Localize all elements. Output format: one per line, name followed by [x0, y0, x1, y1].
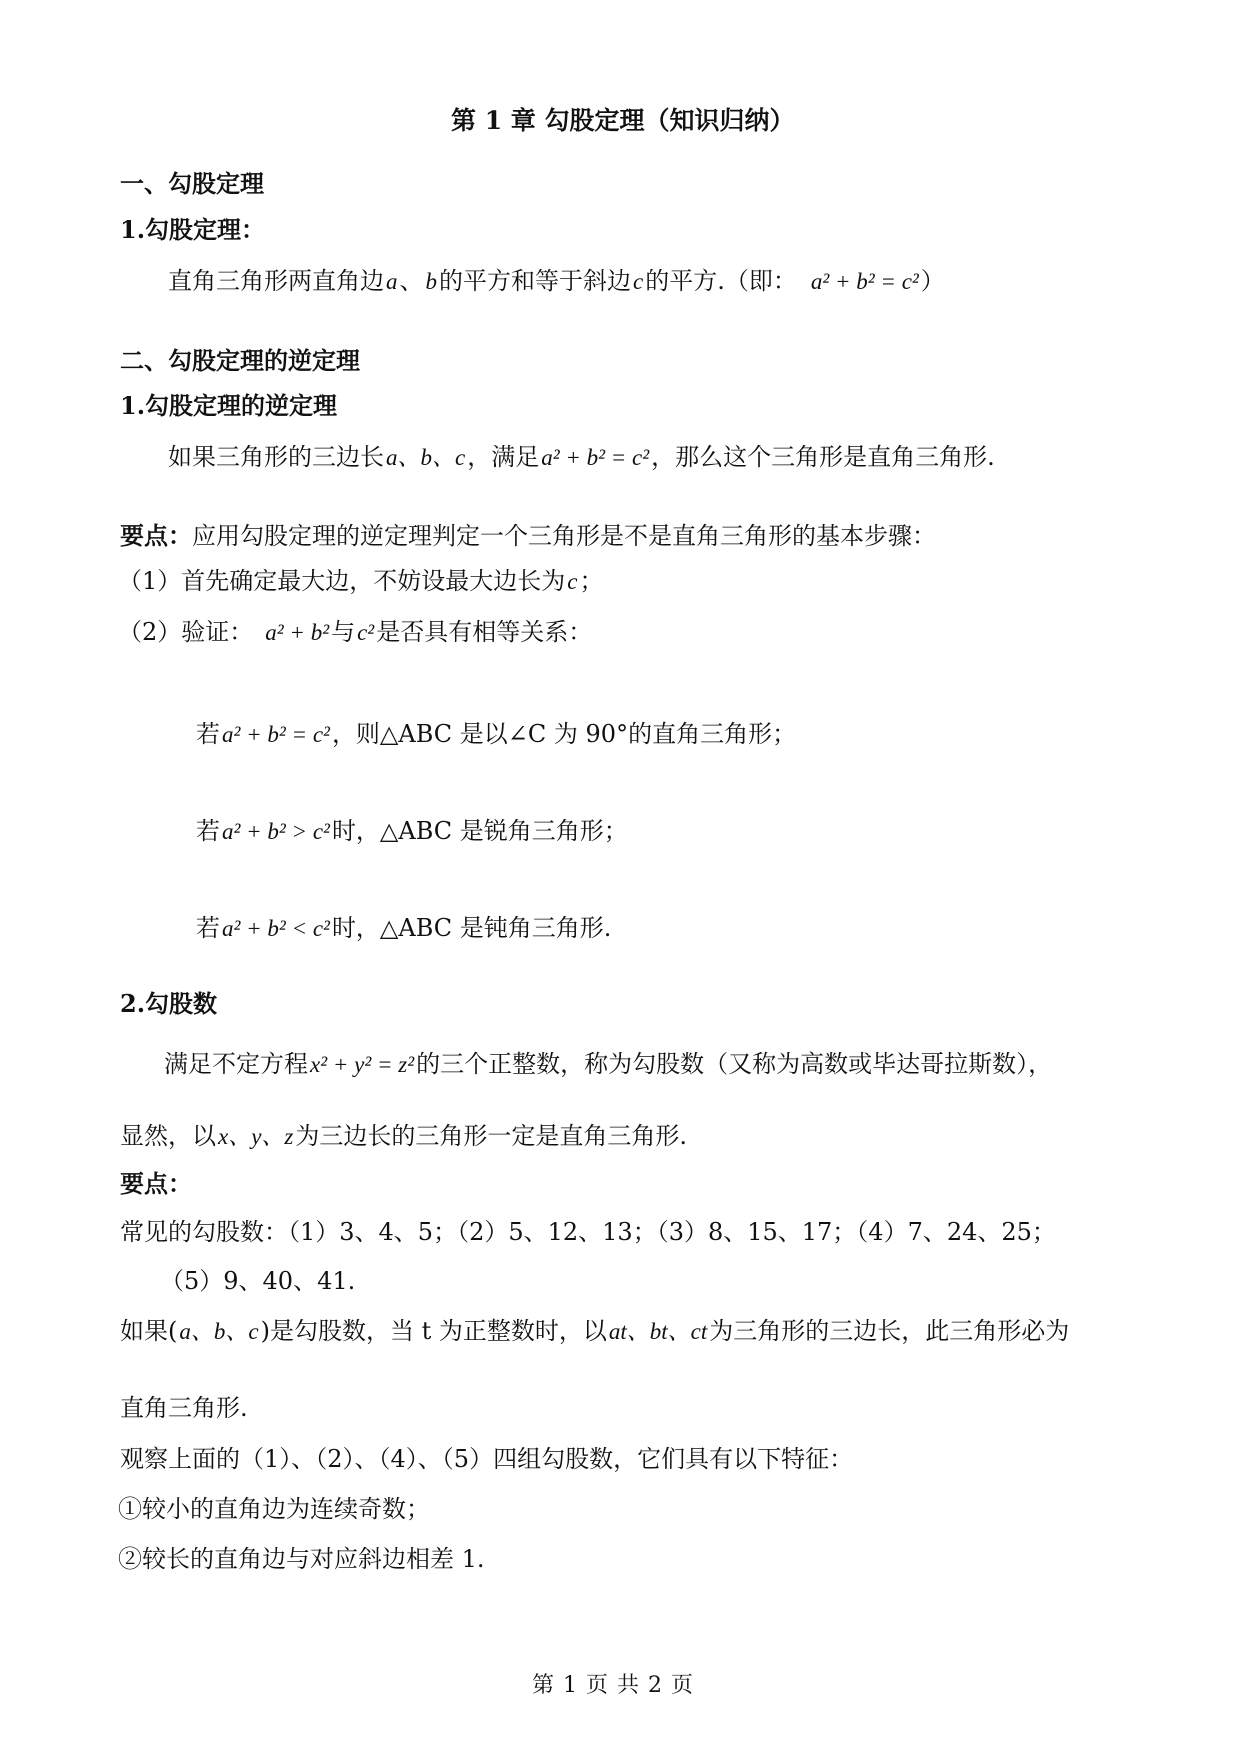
theorem-text-a: 直角三角形两直角边 — [168, 267, 384, 295]
definition-formula: x² + y² = z² — [310, 1052, 415, 1077]
step-2 — [118, 616, 592, 649]
step-2-with: 与 — [331, 618, 356, 646]
theorem-formula: a² + b² = c² — [810, 269, 919, 294]
converse-vars: a、b、c — [386, 445, 466, 470]
case-2-text: 时，△ABC 是锐角三角形； — [331, 817, 628, 845]
case-1-formula: a² + b² = c² — [222, 722, 330, 747]
key-point-2-label: 要点： — [120, 1169, 192, 1198]
step-1 — [118, 565, 604, 598]
feature-2: ②较长的直角边与对应斜边相差 1. — [118, 1545, 485, 1573]
theorem-text-b: 的平方和等于斜边 — [439, 267, 631, 295]
case-3-text: 时，△ABC 是钝角三角形. — [331, 914, 612, 942]
var-b: b — [425, 269, 437, 294]
feature-1: ①较小的直角边为连续奇数； — [118, 1495, 430, 1523]
section-2-sub-2: 2.勾股数 — [120, 989, 218, 1018]
step-1-var: c — [567, 569, 578, 594]
definition-consequence — [120, 1120, 687, 1153]
converse-text-a: 如果三角形的三边长 — [168, 443, 384, 471]
converse-text-c: ，那么这个三角形是直角三角形. — [651, 443, 995, 471]
case-right-triangle — [196, 718, 796, 751]
common-triples-continued: （5）9、40、41. — [160, 1267, 356, 1295]
rule-text-b: )是勾股数，当 t 为正整数时，以 — [260, 1317, 607, 1345]
converse-statement — [168, 441, 995, 474]
case-3-if: 若 — [196, 914, 220, 942]
var-a: a — [386, 269, 398, 294]
step-2-text: （2）验证： — [118, 618, 254, 646]
step-2-end: 是否具有相等关系： — [376, 618, 593, 646]
theorem-text-c: 的平方.（即： — [645, 267, 797, 295]
key-point-1 — [120, 520, 936, 552]
scaled-triple-rule — [120, 1315, 1069, 1348]
key-point-text: 应用勾股定理的逆定理判定一个三角形是不是直角三角形的基本步骤： — [192, 522, 936, 550]
consequence-vars: x、y、z — [218, 1124, 294, 1149]
case-2-if: 若 — [196, 817, 220, 845]
step-1-text: （1）首先确定最大边，不妨设最大边长为 — [118, 567, 566, 595]
page-title: 第 1 章 勾股定理（知识归纳） — [451, 106, 795, 135]
rule-text-c: 为三角形的三边长，此三角形必为 — [709, 1317, 1070, 1345]
page-footer: 第 1 页 共 2 页 — [532, 1673, 694, 1698]
rule-vars: a、b、c — [179, 1319, 259, 1344]
theorem-statement — [168, 265, 945, 298]
rule-vars-scaled: at、bt、ct — [608, 1319, 708, 1344]
definition-text-a: 满足不定方程 — [164, 1050, 308, 1078]
consequence-text-a: 显然，以 — [120, 1122, 216, 1150]
step-1-end: ； — [579, 567, 604, 595]
section-1-heading: 一、勾股定理 — [120, 169, 264, 198]
case-obtuse-triangle — [196, 912, 611, 945]
scaled-triple-rule-end: 直角三角形. — [120, 1394, 248, 1422]
case-1-text: ，则△ABC 是以∠C 为 90°的直角三角形； — [331, 720, 797, 748]
case-3-formula: a² + b² < c² — [222, 916, 330, 941]
theorem-text-d: ） — [920, 267, 945, 295]
var-c: c — [633, 269, 644, 294]
separator: 、 — [399, 267, 424, 295]
consequence-text-b: 为三边长的三角形一定是直角三角形. — [295, 1122, 688, 1150]
case-acute-triangle — [196, 815, 628, 848]
case-2-formula: a² + b² > c² — [222, 819, 330, 844]
section-2-heading: 二、勾股定理的逆定理 — [120, 346, 360, 375]
converse-formula: a² + b² = c² — [541, 445, 650, 470]
case-1-if: 若 — [196, 720, 220, 748]
definition-text-b: 的三个正整数，称为勾股数（又称为高数或毕达哥拉斯数）， — [416, 1050, 1053, 1078]
section-1-sub-1: 1.勾股定理： — [120, 215, 266, 244]
step-2-formula-1: a² + b² — [265, 620, 330, 645]
common-triples: 常见的勾股数：（1）3、4、5；（2）5、12、13；（3）8、15、17；（4）7、24、25； — [120, 1218, 1056, 1246]
pythagorean-triple-definition — [164, 1048, 1052, 1081]
key-point-label: 要点： — [120, 521, 192, 550]
step-2-formula-2: c² — [357, 620, 375, 645]
observation: 观察上面的（1）、（2）、（4）、（5）四组勾股数，它们具有以下特征： — [120, 1445, 854, 1473]
rule-text-a: 如果( — [120, 1317, 178, 1345]
section-2-sub-1: 1.勾股定理的逆定理 — [120, 391, 338, 420]
converse-text-b: ，满足 — [467, 443, 540, 471]
